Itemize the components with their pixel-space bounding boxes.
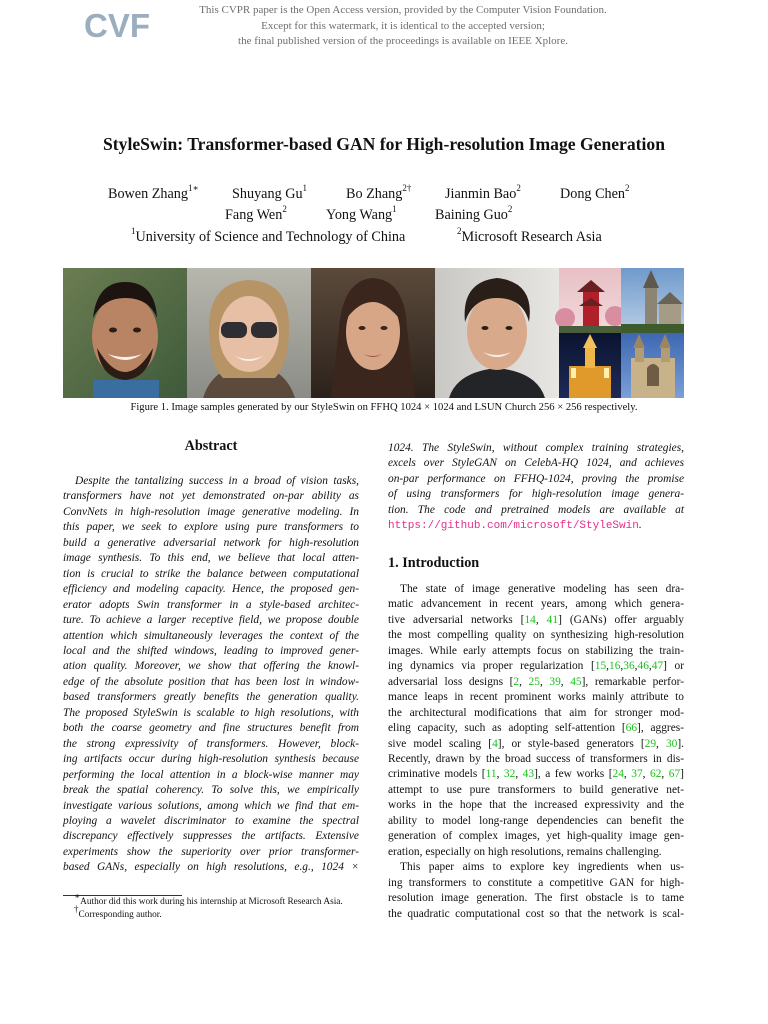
footnote-mark: ∗ bbox=[74, 890, 81, 901]
abstract-line: image synthesis. To this end, we believe that local atten- bbox=[63, 552, 359, 565]
citation-link[interactable]: 47 bbox=[651, 660, 664, 673]
abstract-line: build a generative adversarial network for high-resolution bbox=[63, 536, 359, 549]
introduction-body bbox=[388, 582, 684, 922]
abstract-continuation bbox=[388, 441, 684, 535]
author bbox=[232, 183, 308, 203]
text-run: , bbox=[606, 660, 609, 673]
text-run: ] bbox=[680, 768, 684, 781]
text-run: the most compelling quality on synthesizing high-resolution bbox=[388, 629, 684, 642]
text-run: ], aggres- bbox=[637, 722, 684, 735]
introduction-line bbox=[388, 752, 684, 767]
footnotes bbox=[74, 890, 374, 922]
introduction-line bbox=[388, 767, 684, 782]
abstract-line: ConvNets in high-resolution image generative modeling. In bbox=[63, 505, 359, 518]
abstract-line: investigate various solutions, among which we find that em- bbox=[63, 799, 359, 812]
text-run: resolution image generation. The first obstacle is to tame bbox=[388, 892, 684, 905]
author-name: Yong Wang bbox=[326, 207, 393, 223]
text-run: the quadratic computational cost so that the network is scal- bbox=[388, 907, 684, 920]
author-mark: 1 bbox=[392, 204, 397, 215]
abstract-line: tion. The code and pretrained models are available at bbox=[388, 503, 684, 516]
introduction-line bbox=[388, 845, 684, 860]
abstract-line: of using transformers for high-resolution image genera- bbox=[388, 488, 684, 501]
text-run: , bbox=[623, 768, 632, 781]
affiliation-name: Microsoft Research Asia bbox=[461, 229, 602, 245]
text-run: the architectural modifications that aim for stronger mod- bbox=[388, 706, 684, 719]
sample-face-1 bbox=[63, 268, 187, 398]
text-run: eling capacity, such as adopting self-attention [ bbox=[388, 722, 626, 735]
abstract-line: efficiency and modeling capacity. Hence, the proposed gen- bbox=[63, 583, 359, 596]
abstract-line: tion is crucial to strike the balance between computational bbox=[63, 567, 359, 580]
text-run: , bbox=[656, 737, 666, 750]
citation-link[interactable]: 4 bbox=[492, 737, 498, 750]
sample-church-1 bbox=[555, 268, 625, 333]
footnote bbox=[74, 890, 374, 909]
abstract-line: based GANs, especially on high resolutions, e.g., 1024 × bbox=[63, 861, 359, 874]
author-name: Dong Chen bbox=[560, 186, 626, 202]
introduction-line bbox=[388, 814, 684, 829]
author-mark: 2† bbox=[402, 183, 412, 194]
text-run: Recently, drawn by the broad success of transformers in dis- bbox=[388, 752, 684, 765]
sample-church-2 bbox=[621, 268, 684, 333]
cvf-logo bbox=[84, 6, 150, 44]
abstract-line: performing the local attention in a block-wise manner may bbox=[63, 768, 359, 781]
author bbox=[225, 204, 287, 224]
citation-link[interactable]: 32 bbox=[503, 768, 516, 781]
citation-link[interactable]: 62 bbox=[650, 768, 662, 781]
text-run: , bbox=[560, 675, 571, 688]
watermark-line: the final published version of the proceedings is available on IEEE Xplore. bbox=[238, 35, 568, 47]
text-run: , bbox=[642, 768, 651, 781]
citation-link[interactable]: 29 bbox=[644, 737, 657, 750]
introduction-line bbox=[388, 675, 684, 690]
affiliation-name: University of Science and Technology of China bbox=[135, 229, 406, 245]
abstract-line: ture. To achieve a larger receptive field, we propose double bbox=[63, 614, 359, 627]
author-name: Bo Zhang bbox=[346, 186, 403, 202]
citation-link[interactable]: 14 bbox=[524, 613, 536, 626]
author-name: Baining Guo bbox=[435, 207, 508, 223]
citation-link[interactable]: 67 bbox=[668, 768, 681, 781]
abstract-line: both the coarse geometry and fine structures benefit from bbox=[63, 722, 359, 735]
introduction-line bbox=[388, 876, 684, 891]
affiliation-mark: 2 bbox=[457, 226, 462, 237]
text-run: sive model scaling [ bbox=[388, 737, 493, 750]
abstract-line: transformers have not yet demonstrated on-par ability as bbox=[63, 490, 359, 503]
citation-link[interactable]: 37 bbox=[631, 768, 643, 781]
introduction-line bbox=[388, 829, 684, 844]
text-run: mance leaps in recent prominent works mainly attribute to bbox=[388, 691, 684, 704]
abstract-line: ing artifacts occur during high-resolution synthesis because bbox=[63, 753, 359, 766]
figure-samples bbox=[63, 268, 684, 398]
introduction-line bbox=[388, 628, 684, 643]
text-run: ing dynamics via proper regularization [ bbox=[388, 660, 595, 673]
text-run: ], a few works [ bbox=[534, 768, 613, 781]
sample-face-2 bbox=[187, 268, 311, 398]
author-name: Fang Wen bbox=[225, 207, 283, 223]
author-name: Jianmin Bao bbox=[445, 186, 517, 202]
text-run: matic advancement in recent years, among which genera- bbox=[388, 598, 684, 611]
text-run: ], remarkable perfor- bbox=[581, 675, 685, 688]
citation-link[interactable]: 16 bbox=[609, 660, 621, 673]
introduction-line bbox=[388, 706, 684, 721]
code-link[interactable]: https://github.com/microsoft/StyleSwin bbox=[388, 520, 639, 533]
text-run: , bbox=[539, 675, 550, 688]
figure-caption: Figure 1. Image samples generated by our StyleSwin on FFHQ 1024 × 1024 and LSUN Church 256 × 256 respectively. bbox=[130, 402, 638, 413]
citation-link[interactable]: 11 bbox=[485, 768, 497, 781]
author bbox=[346, 183, 412, 203]
citation-link[interactable]: 66 bbox=[625, 722, 638, 735]
abstract-link-line: https://github.com/microsoft/StyleSwin. bbox=[388, 519, 642, 533]
abstract-line: attention which simultaneously leverages the context of the bbox=[63, 629, 359, 642]
abstract-line: experiments show the superiority over prior transformer- bbox=[63, 845, 359, 858]
citation-link[interactable]: 45 bbox=[570, 675, 582, 688]
citation-link[interactable]: 41 bbox=[546, 613, 559, 626]
footnote-text: Corresponding author. bbox=[78, 910, 162, 920]
text-run: works in the hope that the increased expressivity and the bbox=[388, 799, 684, 812]
text-run: , bbox=[496, 768, 504, 781]
text-run: , bbox=[620, 660, 624, 673]
text-run: ing transformers to constitute a competitive GAN for high- bbox=[388, 876, 684, 889]
introduction-line bbox=[388, 907, 684, 922]
author-mark: 1∗ bbox=[188, 183, 199, 194]
affiliation-mark: 1 bbox=[131, 226, 136, 237]
abstract-line: Despite the tantalizing success in a broad of vision tasks, bbox=[75, 475, 359, 487]
abstract-body bbox=[63, 474, 359, 876]
citation-link[interactable]: 39 bbox=[549, 675, 561, 688]
introduction-line bbox=[388, 891, 684, 906]
abstract-line: ation quality. Moreover, we show that offering the knowl- bbox=[63, 660, 359, 673]
text-run: , bbox=[648, 660, 652, 673]
citation-link[interactable]: 15 bbox=[594, 660, 607, 673]
citation-link[interactable]: 24 bbox=[612, 768, 624, 781]
sample-church-4 bbox=[621, 333, 684, 398]
abstract-line: The proposed StyleSwin is scalable to high resolutions, with bbox=[63, 706, 359, 719]
introduction-line bbox=[388, 582, 684, 597]
abstract-line: 1024. The StyleSwin, without complex training strategies, bbox=[388, 442, 684, 454]
abstract-line: break the spatial coherency. To solve this, we empirically bbox=[63, 784, 359, 797]
section-heading-introduction: 1. Introduction bbox=[388, 555, 480, 571]
author bbox=[445, 183, 521, 203]
text-run: ability to model long-range dependencies can benefit the bbox=[388, 814, 684, 827]
sample-church-3 bbox=[559, 333, 621, 398]
author bbox=[326, 204, 397, 224]
author-name: Shuyang Gu bbox=[232, 186, 303, 202]
citation-link[interactable]: 36 bbox=[623, 660, 635, 673]
text-run: , bbox=[535, 613, 547, 626]
text-run: generation of complex images, yet high-quality image gen- bbox=[388, 830, 684, 843]
text-run: ], or style-based generators [ bbox=[497, 737, 645, 750]
author-mark: 2 bbox=[516, 183, 521, 194]
text-run: , bbox=[661, 768, 669, 781]
author-mark: 2 bbox=[507, 204, 513, 215]
citation-link[interactable]: 30 bbox=[665, 737, 678, 750]
text-run: ] (GANs) offer arguably bbox=[558, 613, 684, 626]
citation-link[interactable]: 2 bbox=[513, 675, 520, 688]
abstract-line: excels over StyleGAN on CelebA-HQ 1024, and achieves bbox=[388, 457, 684, 470]
footnote-mark: † bbox=[74, 903, 79, 914]
text-run: tive adversarial networks [ bbox=[388, 613, 525, 626]
abstract-line: edge of the absolute position that has been lost in window- bbox=[63, 675, 359, 688]
text-run: , bbox=[634, 660, 638, 673]
author-mark: 1 bbox=[302, 183, 308, 194]
footnote-text: Author did this work during his internship at Microsoft Research Asia. bbox=[80, 897, 343, 907]
paper-title: StyleSwin: Transformer-based GAN for High-resolution Image Generation bbox=[103, 134, 665, 154]
introduction-line bbox=[388, 737, 684, 752]
author bbox=[560, 183, 630, 203]
author-name: Bowen Zhang bbox=[108, 186, 188, 202]
footnote bbox=[74, 903, 374, 922]
introduction-line bbox=[388, 798, 684, 813]
introduction-line bbox=[388, 613, 684, 628]
introduction-line bbox=[388, 783, 684, 798]
abstract-line: the strong expressivity of transformers. However, block- bbox=[63, 737, 359, 750]
introduction-line bbox=[388, 690, 684, 705]
watermark-line: This CVPR paper is the Open Access version, provided by the Computer Vision Foundation. bbox=[199, 4, 607, 16]
abstract-line: on-par performance on FFHQ-1024, proving the promise bbox=[388, 472, 684, 485]
introduction-line bbox=[388, 860, 684, 875]
text-run: attempt to use pure transformers to build generative net- bbox=[388, 783, 684, 796]
abstract-line: erator adopts Swin transformer in a style-based architec- bbox=[63, 598, 359, 611]
text-run: criminative models [ bbox=[388, 768, 486, 781]
abstract-line: ploying a wavelet discriminator to examine the spectral bbox=[63, 814, 359, 827]
abstract-line: this paper, we seek to explore using pure transformers to bbox=[63, 521, 359, 534]
author bbox=[108, 183, 199, 203]
abstract-heading: Abstract bbox=[184, 438, 238, 454]
text-run: adversarial loss designs [ bbox=[388, 675, 514, 688]
text-run: This paper aims to explore key ingredients when us- bbox=[400, 861, 684, 874]
citation-link[interactable]: 46 bbox=[637, 660, 649, 673]
affiliation bbox=[457, 226, 602, 246]
text-run: , bbox=[515, 768, 523, 781]
text-run: , bbox=[519, 675, 529, 688]
introduction-line bbox=[388, 597, 684, 612]
affiliation bbox=[131, 226, 406, 246]
introduction-line bbox=[388, 644, 684, 659]
text-run: The state of image generative modeling has seen dra- bbox=[400, 583, 684, 595]
introduction-line bbox=[388, 659, 684, 674]
sample-face-3 bbox=[311, 268, 435, 398]
abstract-line: discrepancy effectively suppresses the artifacts. Extensive bbox=[63, 830, 359, 843]
citation-link[interactable]: 25 bbox=[528, 675, 540, 688]
citation-link[interactable]: 43 bbox=[522, 768, 535, 781]
watermark-line: Except for this watermark, it is identical to the accepted version; bbox=[261, 20, 545, 32]
text-run: eration, especially on high resolutions, remains challenging. bbox=[388, 845, 662, 858]
author-mark: 2 bbox=[625, 183, 630, 194]
sample-face-4 bbox=[435, 268, 559, 398]
abstract-line: local and the shifted windows, leading to improved gener- bbox=[63, 644, 359, 657]
abstract-line: based transformers greatly benefits the generation quality. bbox=[63, 691, 359, 704]
text-run: ] or bbox=[663, 660, 684, 673]
introduction-line bbox=[388, 721, 684, 736]
author bbox=[435, 204, 513, 224]
cvf-logo-text: CVF bbox=[84, 7, 150, 44]
text-run: ]. bbox=[677, 737, 684, 750]
author-mark: 2 bbox=[282, 204, 287, 215]
text-run: images. While early attempts focus on stabilizing the train- bbox=[388, 644, 684, 657]
